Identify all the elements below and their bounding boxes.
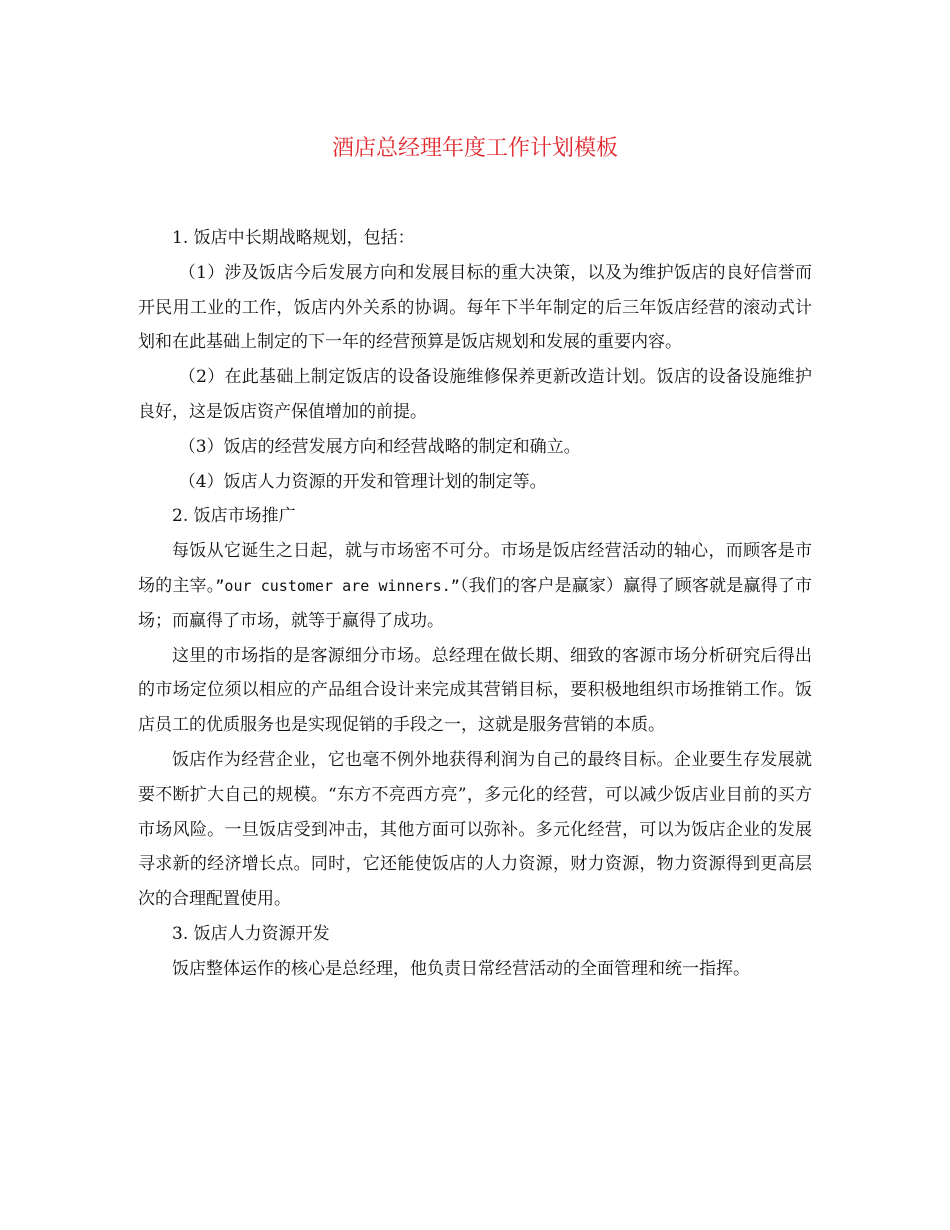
section-heading-1: 1. 饭店中长期战略规划，包括：	[172, 228, 415, 248]
list-item-2: （2）在此基础上制定饭店的设备设施维修保养更新改造计划。饭店的设备设施维护良好，这是饭店资产保值增加的前提。	[138, 367, 812, 422]
list-item-3: （3）饭店的经营发展方向和经营战略的制定和确立。	[178, 436, 581, 457]
document-body	[138, 221, 812, 987]
document-title: 酒店总经理年度工作计划模板	[331, 136, 618, 161]
body-paragraph-segment: 这里的市场指的是客源细分市场。总经理在做长期、细致的客源市场分析研究后得出的市场定位须以相应的产品组合设计来完成其营销目标，要积极地组织市场推销工作。饭店员工的优质服务也是实现促销的手段之一，这就是服务营销的本质。	[138, 645, 812, 736]
list-item-4: （4）饭店人力资源的开发和管理计划的制定等。	[178, 471, 547, 492]
market-text-after: （我们的客户是赢家）赢得了顾客就是赢得了市场；而赢得了市场，就等于赢得了成功。	[138, 575, 812, 631]
body-paragraph-hr: 饭店整体运作的核心是总经理，他负责日常经营活动的全面管理和统一指挥。	[172, 958, 750, 979]
section-heading-2: 2. 饭店市场推广	[172, 506, 296, 527]
section-heading-3: 3. 饭店人力资源开发	[172, 923, 330, 944]
market-text-before: 每饭从它诞生之日起，就与市场密不可分。市场是饭店经营活动的轴心，而顾客是市场的主宰。	[138, 541, 812, 596]
list-item-1: （1）涉及饭店今后发展方向和发展目标的重大决策，以及为维护饭店的良好信誉而开民用工业的工作，饭店内外关系的协调。每年下半年制定的后三年饭店经营的滚动式计划和在此基础上制定的下一年的经营预算是饭店规划和发展的重要内容。	[138, 262, 812, 353]
english-quote: ”our customer are winners.”	[215, 576, 460, 595]
body-paragraph-diversify: 饭店作为经营企业，它也毫不例外地获得利润为自己的最终目标。企业要生存发展就要不断扩大自己的规模。“东方不亮西方亮”，多元化的经营，可以减少饭店业目前的买方市场风险。一旦饭店受到冲击，其他方面可以弥补。多元化经营，可以为饭店企业的发展寻求新的经济增长点。同时，它还能使饭店的人力资源，财力资源，物力资源得到更高层次的合理配置使用。	[138, 749, 812, 910]
body-paragraph-market	[138, 534, 812, 638]
